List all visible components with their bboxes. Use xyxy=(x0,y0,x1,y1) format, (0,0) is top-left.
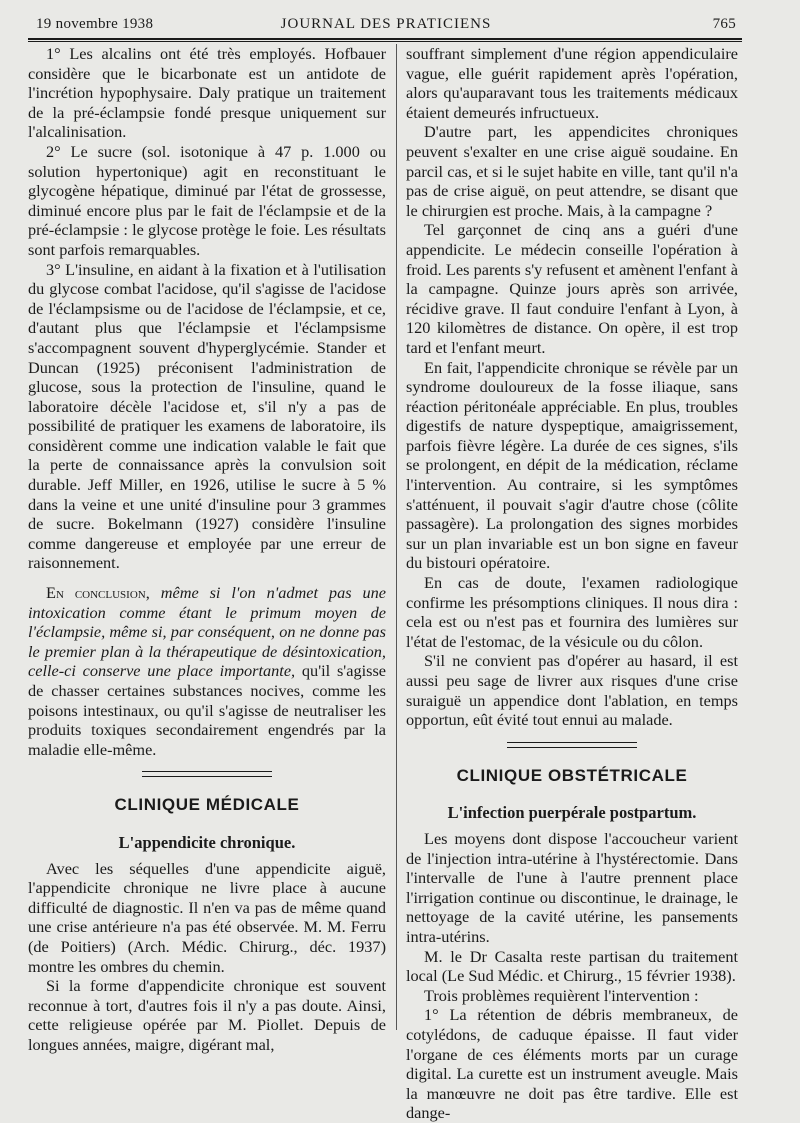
section-divider xyxy=(507,742,637,748)
paragraph: Trois problèmes requièrent l'intervention : xyxy=(424,985,699,1005)
article-title-infection: L'infection puerpérale postpartum. xyxy=(447,803,697,823)
section-divider xyxy=(142,771,272,777)
paragraph: Les moyens dont dispose l'accoucheur varient de l'injection intra-utérine à l'hystérectomie. Dans l'intervalle de l'une à l'autre prennent place l'irrigation continue ou discontinue, le drainage, le nettoyage de la cavité utérine, les pansements intra-utérins. xyxy=(406,828,738,946)
paragraph: Si la forme d'appendicite chronique est souvent reconnue à tort, d'autres fois il n'y a pas doute. Ainsi, cette religieuse opérée par M. Piollet. Depuis de longues années, maigre, digérant mal, xyxy=(28,976,386,1054)
paragraph: 1° Les alcalins ont été très employés. Hofbauer considère que le bicarbonate est un antidote de l'incrétion hypophysaire. Daly pratique un traitement de la pré-éclampsie fondé presque uniquement sur l'alcalinisation. xyxy=(28,44,386,142)
paragraph: Tel garçonnet de cinq ans a guéri d'une appendicite. Le médecin conseille l'opération à froid. Les parents s'y refusent et amènent l'enfant à la campagne. Quinze jours après son arrivée, récidive grave. Il faut conduire l'enfant à Lyon, à 120 kilomètres de distance. On opère, il est trop tard et l'enfant meurt. xyxy=(406,220,738,357)
conclusion-lead: En conclusion, xyxy=(46,583,150,603)
running-header xyxy=(36,12,736,34)
conclusion-italic: même si l'on n'admet pas une intoxication comme étant le primum moyen de l'éclampsie, même si, par conséquent, on ne donne pas le premier plan à la thérapeutique de désintoxication, celle-ci conserve une place importante, xyxy=(28,583,386,681)
conclusion-rest: qu'il s'agisse de chasser certaines substances nocives, comme les poisons intestinaux, ou qu'il s'agisse de neutraliser les produits toxiques secondairement engendrés par la maladie elle-même. xyxy=(28,661,387,759)
article-title-appendicite: L'appendicite chronique. xyxy=(118,832,296,852)
paragraph: En fait, l'appendicite chronique se révèle par un syndrome douloureux de la fosse iliaque, sans réaction péritonéale appréciable. En plus, troubles digestifs de nature dyspeptique, amaigrissement, parfois fièvre légère. La durée de ces signes, s'ils se prolongent, en dépit de la médication, réclame l'intervention. Au contraire, si les symptômes s'atténuent, il pouvait s'agir d'autre chose (côlite passagère). La prolongation des signes morbides sur un plan invariable est un bon signe en faveur du bistouri opératoire. xyxy=(406,357,738,573)
paragraph: souffrant simplement d'une région appendiculaire vague, elle guérit rapidement après l'opération, alors qu'auparavant tous les traitements médicaux étaient demeurés infructueux. xyxy=(406,44,738,122)
left-column xyxy=(28,44,387,1054)
paragraph: En cas de doute, l'examen radiologique confirme les présomptions cliniques. Il nous dira : cela est ou n'est pas et fournira des lumières sur l'état de l'estomac, de la vésicule ou du côlon. xyxy=(406,573,738,651)
paragraph: M. le Dr Casalta reste partisan du traitement local (Le Sud Médic. et Chirurg., 15 février 1938). xyxy=(406,946,738,986)
paragraph: 2° Le sucre (sol. isotonique à 47 p. 1.000 ou solution hypertonique) agit en reconstituant le glycogène hépatique, diminué par l'état de grossesse, diminué encore plus par le fait de l'éclampsie et de la pré-éclampsie : le glycose protège le foie. Les résultats sont parfois remarquables. xyxy=(28,141,386,259)
header-date: 19 novembre 1938 xyxy=(36,16,154,32)
paragraph: S'il ne convient pas d'opérer au hasard, il est aussi peu sage de livrer aux risques d'une crise suraiguë un appendice dont l'ablation, en temps opportun, eût évité tout ennui au malade. xyxy=(406,651,738,730)
paragraph: 1° La rétention de débris membraneux, de cotylédons, de caduque épaisse. Il faut vider l'organe de ces éléments morts par un curage digital. La curette est un instrument aveugle. Mais la manœuvre ne doit pas être tardive. Elle est dange- xyxy=(406,1005,738,1123)
header-journal-title: JOURNAL DES PRATICIENS xyxy=(280,16,492,32)
paragraph: 3° L'insuline, en aidant à la fixation et à l'utilisation du glycose combat l'acidose, qu'il s'agisse de l'acidose de l'éclampsisme ou de l'acidose de l'éclampsie, et ce, d'autant plus que l'éclampsie et l'éclampsisme s'accompagnent souvent d'hyperglycémie. Stander et Duncan (1925) préconisent l'administration de glucose, sous la protection de l'insuline, quand le laboratoire décèle l'acidose et, s'il n'y a pas de possibilité de pratiquer les examens de laboratoire, ils considèrent comme une indication valable le fait que la perte de connaissance après la convulsion soit durable. Jeff Miller, en 1926, utilise le sucre à 5 % dans la veine et une unité d'insuline pour 3 grammes de sucre. Bokelmann (1927) considère l'insuline comme dangereuse et employée par une erreur de raisonnement. xyxy=(28,259,386,573)
paragraph: D'autre part, les appendicites chroniques peuvent s'exalter en une crise aiguë soudaine. En parcil cas, et si le sujet habite en ville, tant qu'il n'a pas de crise aiguë, on peut attendre, se disant que le chirurgien est proche. Mais, à la campagne ? xyxy=(406,122,738,220)
section-title-obstetricale: CLINIQUE OBSTÉTRICALE xyxy=(456,765,688,785)
paragraph: Avec les séquelles d'une appendicite aiguë, l'appendicite chronique ne livre place à aucune difficulté de diagnostic. Il n'en va pas de même quand une crise antérieure n'a pas été observée. M. M. Ferru (de Poitiers) (Arch. Médic. Chirurg., déc. 1937) montre les ombres du chemin. xyxy=(28,858,386,976)
right-column xyxy=(406,44,738,1123)
section-title-medicale: CLINIQUE MÉDICALE xyxy=(114,795,300,815)
header-page-number: 765 xyxy=(712,16,736,32)
header-rule xyxy=(28,38,742,42)
column-divider xyxy=(396,44,397,1030)
conclusion-paragraph xyxy=(28,583,386,759)
